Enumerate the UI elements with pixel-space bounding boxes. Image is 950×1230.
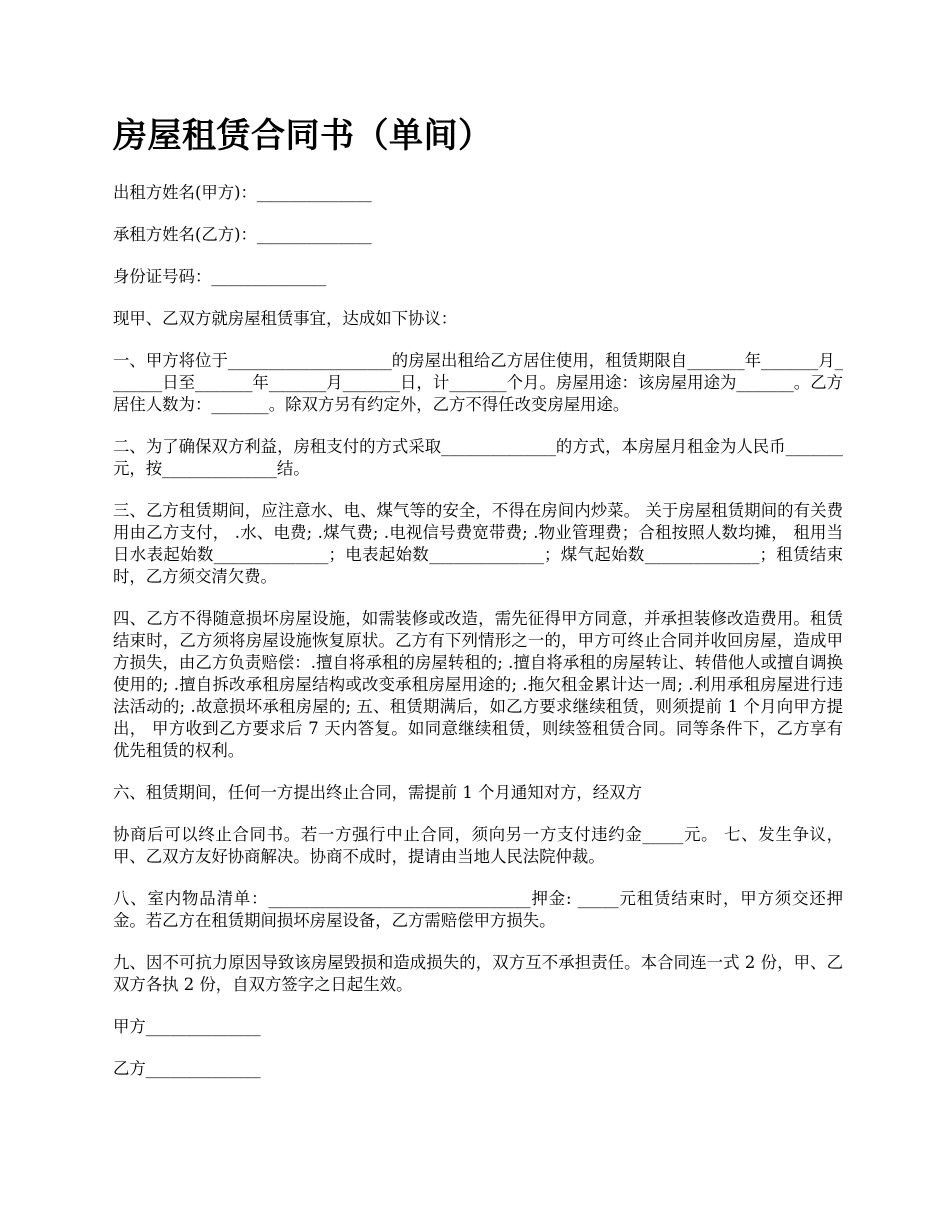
signature-party-a: 甲方______________ — [113, 1017, 261, 1036]
clause-9: 九、因不可抗力原因导致该房屋毁损和造成损失的，双方互不承担责任。本合同连一式 2 份，甲、乙双方各执 2 份，自双方签字之日起生效。 — [113, 953, 843, 994]
signature-party-b: 乙方______________ — [113, 1059, 261, 1078]
tenant-name-line: 承租方姓名(乙方)：______________ — [113, 225, 372, 244]
clause-2: 二、为了确保双方利益，房租支付的方式采取______________的方式，本房屋月租金为人民币_______元，按______________结。 — [113, 437, 843, 478]
document-title: 房屋租赁合同书（单间） — [113, 116, 493, 156]
clause-3: 三、乙方租赁期间，应注意水、电、煤气等的安全，不得在房间内炒菜。 关于房屋租赁期间的有关费用由乙方支付， .水、电费; .煤气费; .电视信号费宽带费; .物业管理费；合租按照人数均摊， 租用当日水表起始数______________；电表起始数______________；煤气起始数______________；租赁结束时，乙方须交清欠费。 — [113, 501, 843, 586]
contract-page — [113, 112, 843, 1100]
clause-1: 一、甲方将位于____________________的房屋出租给乙方居住使用，租赁期限自_______年_______月_______日至_______年_______月_______日，计_______个月。房屋用途：该房屋用途为_______。乙方居住人数为：_______。除双方另有约定外，乙方不得任改变房屋用途。 — [113, 351, 843, 414]
clause-4: 四、乙方不得随意损坏房屋设施，如需装修或改造，需先征得甲方同意，并承担装修改造费用。租赁结束时，乙方须将房屋设施恢复原状。乙方有下列情形之一的，甲方可终止合同并收回房屋，造成甲方损失，由乙方负责赔偿：.擅自将承租的房屋转租的; .擅自将承租的房屋转让、转借他人或擅自调换使用的; .擅自拆改承租房屋结构或改变承租房屋用途的; .拖欠租金累计达一周; .利用承租房屋进行违法活动的; .故意损坏承租房屋的; 五、租赁期满后，如乙方要求继续租赁，则须提前 1 个月向甲方提出， 甲方收到乙方要求后 7 天内答复。如同意继续租赁，则续签租赁合同。同等条件下，乙方享有优先租赁的权利。 — [113, 609, 843, 760]
intro-paragraph: 现甲、乙双方就房屋租赁事宜，达成如下协议： — [113, 309, 458, 328]
clause-6: 六、租赁期间，任何一方提出终止合同，需提前 1 个月通知对方，经双方 — [113, 783, 642, 802]
id-number-line: 身份证号码：______________ — [113, 267, 327, 286]
clause-6-continued: 协商后可以终止合同书。若一方强行中止合同，须向另一方支付违约金_____元。 七、发生争议，甲、乙双方友好协商解决。协商不成时，提请由当地人民法院仲裁。 — [113, 825, 843, 866]
landlord-name-line: 出租方姓名(甲方)：______________ — [113, 183, 372, 202]
clause-8: 八、室内物品清单：________________________________押金: _____元租赁结束时，甲方须交还押金。若乙方在租赁期间损坏房屋设备，乙方需赔偿甲方损失。 — [113, 889, 843, 930]
